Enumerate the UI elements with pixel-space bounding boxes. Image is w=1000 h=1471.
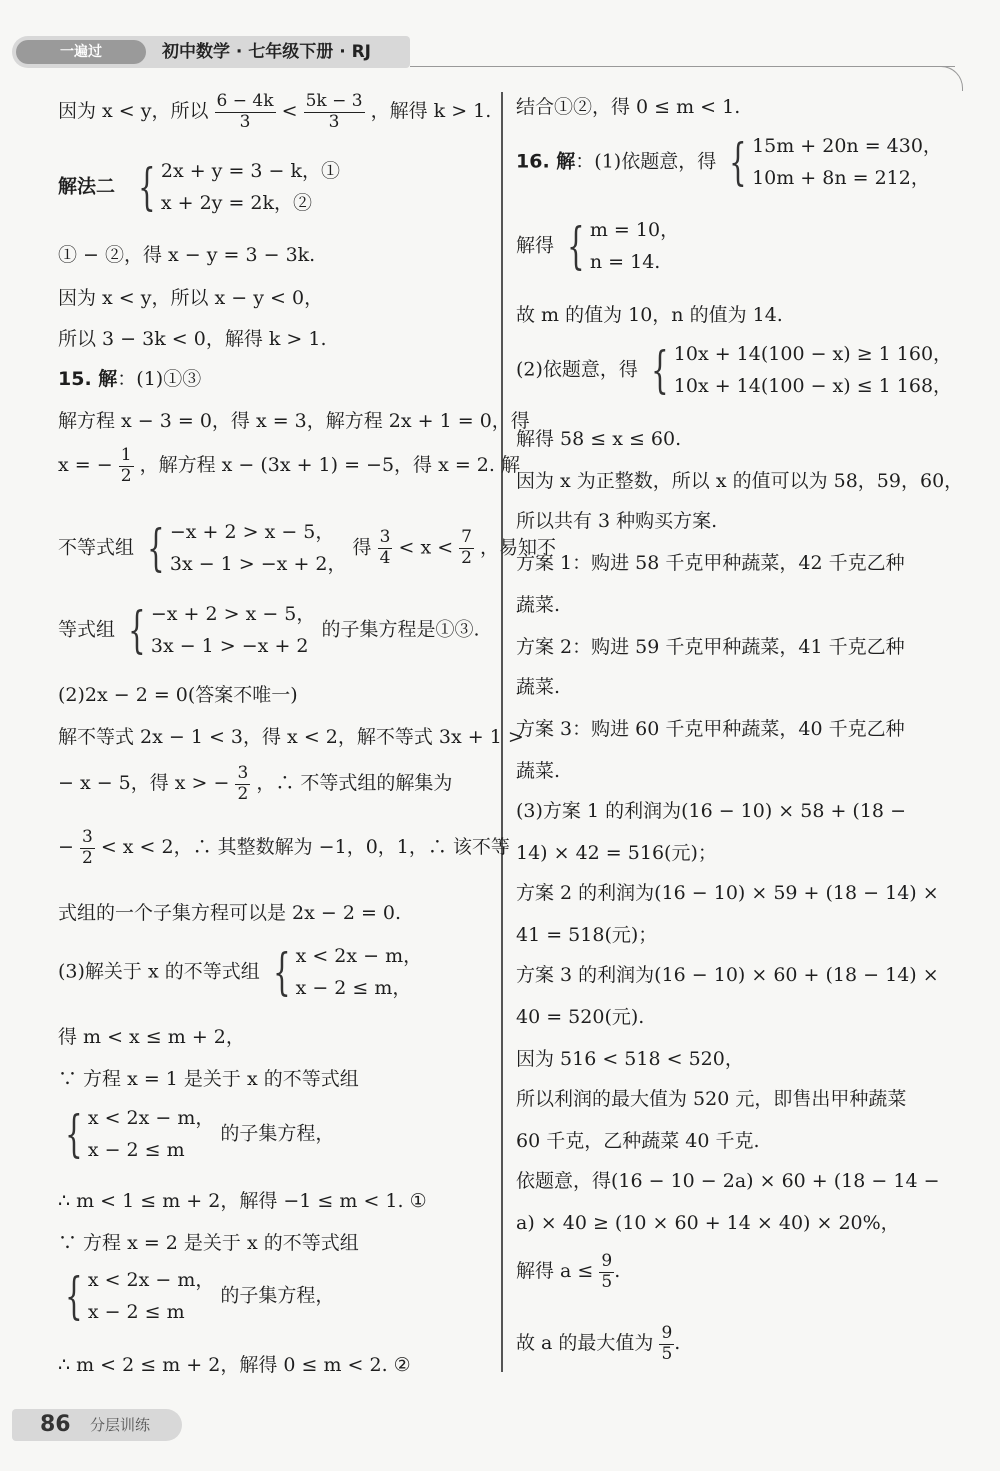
line: 16. 解：(1)依题意，得 { 15m + 20n = 430， 10m + 8n = 212， bbox=[516, 130, 942, 195]
fraction: $\frac{3}{4}$ bbox=[379, 527, 391, 568]
line: ∴ m < 1 ≤ m + 2，解得 −1 ≤ m < 1. ① bbox=[58, 1190, 427, 1212]
line: 因为 x < y，所以 $\frac{6 - 4k}{3}$ < $\frac{5k - 3}{3}$ ，解得 k > 1. bbox=[58, 91, 492, 132]
line: 解得 a ≤ $\frac{9}{5}$ . bbox=[516, 1251, 621, 1292]
line: { x < 2x − m， x − 2 ≤ m 的子集方程， bbox=[58, 1102, 334, 1167]
line: (3)方案 1 的利润为(16 − 10) × 58 + (18 − bbox=[516, 800, 906, 822]
line: 41 = 518(元)； bbox=[516, 924, 658, 946]
equation-system: { 15m + 20n = 430， 10m + 8n = 212， bbox=[729, 133, 942, 192]
line: 方案 1：购进 58 千克甲种蔬菜，42 千克乙种 bbox=[516, 552, 905, 574]
line: 依题意，得(16 − 10 − 2a) × 60 + (18 − 14 − bbox=[516, 1170, 940, 1192]
inequality-system: { −x + 2 > x − 5， 3x − 1 > −x + 2 bbox=[128, 601, 316, 660]
book-title: 初中数学 · 七年级下册 · RJ bbox=[162, 42, 372, 62]
line: 所以 3 − 3k < 0，解得 k > 1. bbox=[58, 328, 327, 350]
fraction: $\frac{3}{2}$ bbox=[237, 763, 249, 804]
line: 因为 x 为正整数，所以 x 的值可以为 58，59，60， bbox=[516, 470, 964, 492]
fraction: $\frac{3}{2}$ bbox=[81, 827, 93, 868]
line: 14) × 42 = 516(元)； bbox=[516, 842, 717, 864]
line: 故 m 的值为 10，n 的值为 14. bbox=[516, 304, 783, 326]
line: { x < 2x − m， x − 2 ≤ m 的子集方程， bbox=[58, 1264, 334, 1329]
line: ∵ 方程 x = 1 是关于 x 的不等式组 bbox=[58, 1068, 359, 1090]
inequality-system: { x < 2x − m， x − 2 ≤ m bbox=[65, 1267, 215, 1326]
equation-system: { 2x + y = 3 − k，① x + 2y = 2k，② bbox=[138, 158, 341, 217]
page-number: 86 bbox=[40, 1412, 71, 1437]
line: 解得 58 ≤ x ≤ 60. bbox=[516, 428, 682, 450]
inequality-system: { 10x + 14(100 − x) ≥ 1 160， 10x + 14(100 − x) ≤ 1 168， bbox=[651, 341, 953, 400]
line: 60 千克，乙种蔬菜 40 千克. bbox=[516, 1130, 760, 1152]
line bbox=[58, 155, 340, 220]
line: 方案 3：购进 60 千克甲种蔬菜，40 千克乙种 bbox=[516, 718, 905, 740]
line: 所以利润的最大值为 520 元，即售出甲种蔬菜 bbox=[516, 1088, 907, 1110]
line: 因为 516 < 518 < 520， bbox=[516, 1048, 744, 1070]
line: 方案 2 的利润为(16 − 10) × 59 + (18 − 14) × bbox=[516, 882, 939, 904]
header-rule-curve bbox=[940, 66, 963, 91]
line: 得 m < x ≤ m + 2， bbox=[58, 1026, 245, 1048]
line: 蔬菜. bbox=[516, 760, 561, 782]
line: 所以共有 3 种购买方案. bbox=[516, 510, 718, 532]
line: 蔬菜. bbox=[516, 594, 561, 616]
fraction: $\frac{5k - 3}{3}$ bbox=[305, 91, 363, 132]
running-header bbox=[12, 36, 410, 68]
line: x = − $\frac{1}{2}$ ，解方程 x − (3x + 1) = −5，得 x = 2. 解 bbox=[58, 445, 520, 486]
inequality-system: { −x + 2 > x − 5， 3x − 1 > −x + 2， bbox=[147, 519, 347, 578]
line: (2)依题意，得 { 10x + 14(100 − x) ≥ 1 160， 10x + 14(100 − x) ≤ 1 168， bbox=[516, 338, 952, 403]
line: 蔬菜. bbox=[516, 676, 561, 698]
line: 故 a 的最大值为 $\frac{9}{5}$ . bbox=[516, 1323, 681, 1364]
fraction: $\frac{9}{5}$ bbox=[661, 1323, 673, 1364]
line: (3)解关于 x 的不等式组 { x < 2x − m， x − 2 ≤ m， bbox=[58, 940, 422, 1005]
fraction: $\frac{1}{2}$ bbox=[120, 445, 132, 486]
line: 等式组 { −x + 2 > x − 5， 3x − 1 > −x + 2 的子集方程是①③. bbox=[58, 598, 480, 663]
line: ∵ 方程 x = 2 是关于 x 的不等式组 bbox=[58, 1232, 359, 1254]
problem-number: 15. 解 bbox=[58, 368, 118, 390]
problem-number: 16. 解 bbox=[516, 150, 576, 173]
line: − $\frac{3}{2}$ < x < 2，∴ 其整数解为 −1，0，1，∴ 该不等 bbox=[58, 827, 510, 868]
line: 方案 2：购进 59 千克甲种蔬菜，41 千克乙种 bbox=[516, 636, 905, 658]
series-logo: 一遍过 bbox=[16, 40, 146, 64]
line: 方案 3 的利润为(16 − 10) × 60 + (18 − 14) × bbox=[516, 964, 939, 986]
line: 40 = 520(元). bbox=[516, 1006, 645, 1028]
line: − x − 5，得 x > − $\frac{3}{2}$ ，∴ 不等式组的解集为 bbox=[58, 763, 453, 804]
line: 解方程 x − 3 = 0，得 x = 3，解方程 2x + 1 = 0，得 bbox=[58, 410, 530, 432]
fraction: $\frac{7}{2}$ bbox=[461, 527, 472, 568]
line: 结合①②，得 0 ≤ m < 1. bbox=[516, 96, 741, 118]
footer-label: 分层训练 bbox=[90, 1416, 151, 1434]
line: 解不等式 2x − 1 < 3，得 x < 2，解不等式 3x + 1 > bbox=[58, 726, 524, 748]
fraction: $\frac{6 - 4k}{3}$ bbox=[216, 91, 274, 132]
line: 因为 x < y，所以 x − y < 0， bbox=[58, 287, 324, 309]
method-label: 解法二 bbox=[58, 175, 116, 198]
line: 不等式组 { −x + 2 > x − 5， 3x − 1 > −x + 2， 得 $\frac{3}{4}$ < x < $\frac{7}{2}$ ，易知不 bbox=[58, 516, 556, 581]
line: a) × 40 ≥ (10 × 60 + 14 × 40) × 20%， bbox=[516, 1212, 900, 1234]
line: ∴ m < 2 ≤ m + 2，解得 0 ≤ m < 2. ② bbox=[58, 1354, 411, 1376]
line: 式组的一个子集方程可以是 2x − 2 = 0. bbox=[58, 902, 402, 924]
equation-system: { m = 10， n = 14. bbox=[567, 217, 680, 276]
header-rule bbox=[410, 66, 955, 67]
line: ① − ②，得 x − y = 3 − 3k. bbox=[58, 244, 316, 266]
fraction: $\frac{9}{5}$ bbox=[601, 1251, 613, 1292]
inequality-system: { x < 2x − m， x − 2 ≤ m bbox=[65, 1105, 215, 1164]
line: 解得 { m = 10， n = 14. bbox=[516, 214, 679, 279]
inequality-system: { x < 2x − m， x − 2 ≤ m， bbox=[272, 943, 423, 1002]
line: 15. 解：(1)①③ bbox=[58, 368, 202, 390]
page-footer bbox=[12, 1409, 182, 1441]
line: (2)2x − 2 = 0(答案不唯一) bbox=[58, 684, 298, 706]
